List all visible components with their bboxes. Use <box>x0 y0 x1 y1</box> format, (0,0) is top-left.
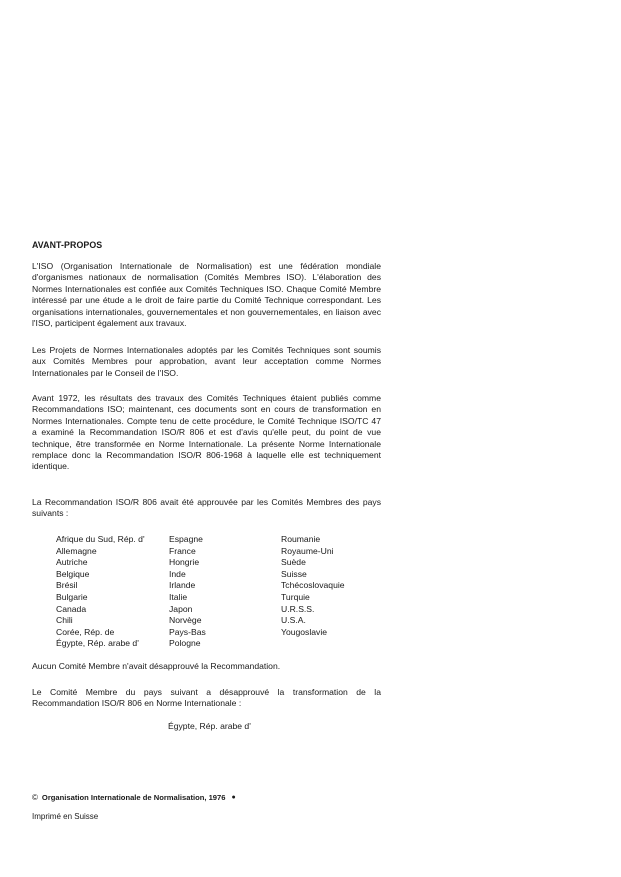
country-item: Bulgarie <box>56 591 88 602</box>
copyright-text: Organisation Internationale de Normalisation, 1976 <box>41 793 226 802</box>
country-item: Canada <box>56 603 87 614</box>
country-column-1 <box>56 534 169 650</box>
country-item: U.R.S.S. <box>281 603 315 614</box>
paragraph-history: Avant 1972, les résultats des travaux des Comités Techniques étaient publiés comme Recommandations ISO; maintenant, ces documents sont en cours de transformation en Normes Internationales. Compte tenu de cette procédure, le Comité Technique ISO/TC 47 a examiné la Recommandation ISO/R 806 et est d'avis qu'elle peut, du point de vue technique, être transformée en Norme Internationale. La présente Norme Internationale remplace donc la Recommandation ISO/R 806-1968 à laquelle elle est techniquement identique. <box>32 393 381 472</box>
country-item: Irlande <box>169 580 196 591</box>
country-column-3 <box>281 534 391 650</box>
country-item: Inde <box>169 568 186 579</box>
country-item: U.S.A. <box>281 615 306 626</box>
country-item: Pologne <box>169 638 201 649</box>
country-item: Yougoslavie <box>281 626 328 637</box>
country-item: Japon <box>169 603 193 614</box>
country-item: France <box>169 545 196 556</box>
copyright-line <box>32 792 236 803</box>
paragraph-draft-standards: Les Projets de Normes Internationales adoptés par les Comités Techniques sont soumis aux Comités Membres pour approbation, avant leur acceptation comme Normes Internationales par le Conseil de l'ISO. <box>32 345 381 378</box>
country-item: Norvège <box>169 615 202 626</box>
bullet-icon: ● <box>231 794 236 801</box>
approving-countries-list <box>56 534 391 650</box>
paragraph-approval: La Recommandation ISO/R 806 avait été approuvée par les Comités Membres des pays suivants : <box>32 497 381 519</box>
country-item: Hongrie <box>169 557 200 568</box>
paragraph-disapproval: Le Comité Membre du pays suivant a désapprouvé la transformation de la Recommandation ISO/R 806 en Norme Internationale : <box>32 687 381 709</box>
country-item: Roumanie <box>281 534 321 544</box>
country-item: Égypte, Rép. arabe d' <box>56 638 139 649</box>
country-item: Tchécoslovaquie <box>281 580 345 591</box>
country-item: Royaume-Uni <box>281 545 334 556</box>
paragraph-iso-intro: L'ISO (Organisation Internationale de Normalisation) est une fédération mondiale d'organismes nationaux de normalisation (Comités Membres ISO). L'élaboration des Normes Internationales est confiée aux Comités Techniques ISO. Chaque Comité Membre intéressé par une étude a le droit de faire partie du Comité Technique correspondant. Les organisations internationales, gouvernementales et non gouvernementales, en liaison avec l'ISO, participent également aux travaux. <box>32 261 381 329</box>
country-item: Corée, Rép. de <box>56 626 115 637</box>
dissenting-country: Égypte, Rép. arabe d' <box>168 721 251 731</box>
copyright-icon: © <box>32 793 38 802</box>
foreword-heading: AVANT-PROPOS <box>32 240 103 250</box>
country-item: Turquie <box>281 591 310 602</box>
country-item: Belgique <box>56 568 90 579</box>
country-item: Brésil <box>56 580 78 591</box>
country-item: Espagne <box>169 534 203 544</box>
country-item: Italie <box>169 591 188 602</box>
country-item: Autriche <box>56 557 88 568</box>
country-item: Allemagne <box>56 545 97 556</box>
country-item: Pays-Bas <box>169 626 206 637</box>
country-column-2 <box>169 534 281 650</box>
country-item: Afrique du Sud, Rép. d' <box>56 534 145 544</box>
paragraph-no-disapproval: Aucun Comité Membre n'avait désapprouvé la Recommandation. <box>32 661 281 671</box>
country-item: Chili <box>56 615 73 626</box>
country-item: Suisse <box>281 568 307 579</box>
country-item: Suède <box>281 557 306 568</box>
printed-in-note: Imprimé en Suisse <box>32 812 99 821</box>
